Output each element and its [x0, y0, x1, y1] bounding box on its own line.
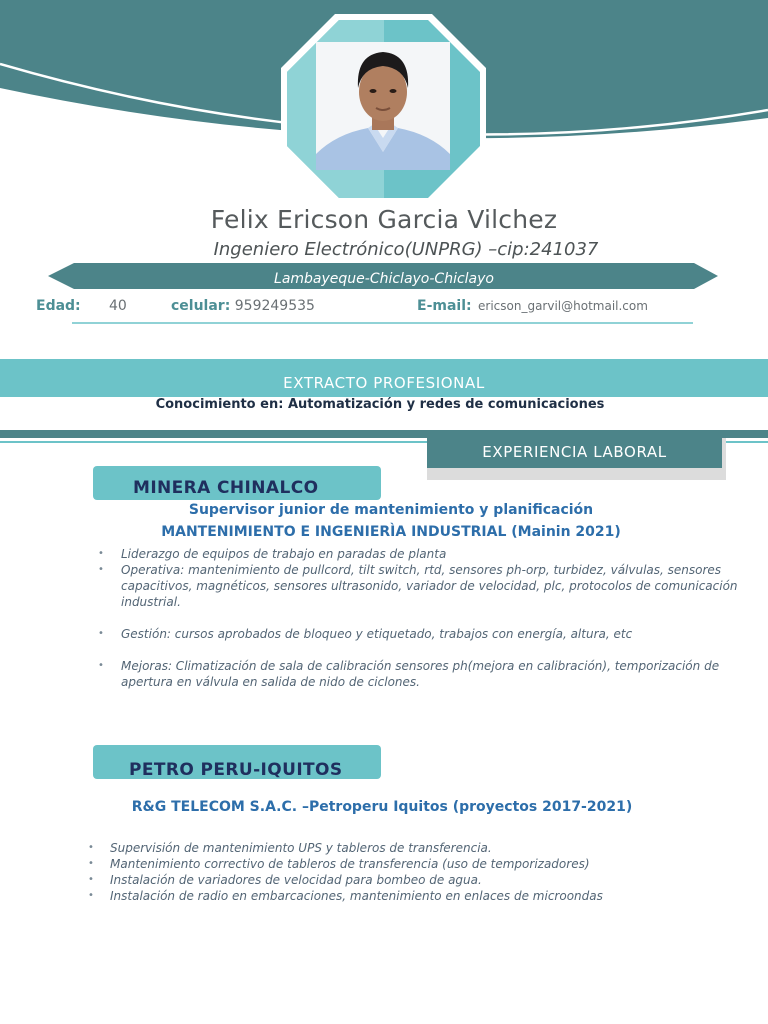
phone-value: 959249535: [234, 298, 315, 314]
list-item: • Liderazgo de equipos de trabajo en paradas de planta: [98, 547, 447, 561]
job-department: MANTENIMIENTO E INGENIERÌA INDUSTRIAL (Mainin 2021): [161, 524, 621, 540]
professional-title: Ingeniero Electrónico(UNPRG) –cip:241037: [213, 239, 599, 260]
email-value[interactable]: ericson_garvil@hotmail.com: [478, 299, 648, 313]
list-spacer: [98, 610, 738, 626]
phone-field: [171, 298, 315, 314]
location-text: Lambayeque-Chiclayo-Chiclayo: [274, 271, 494, 287]
list-item: • Instalación de radio en embarcaciones, mantenimiento en enlaces de microondas: [88, 889, 603, 903]
company-name: MINERA CHINALCO: [133, 478, 319, 498]
job-bullet-list: [98, 546, 738, 690]
job-bullet-list: [88, 840, 748, 904]
job-role: Supervisor junior de mantenimiento y planificación: [188, 502, 594, 518]
list-spacer: [98, 642, 738, 658]
job-role: R&G TELECOM S.A.C. –Petroperu Iquitos (proyectos 2017-2021): [131, 799, 633, 815]
age-label: Edad:: [36, 298, 81, 314]
avatar: [316, 42, 450, 170]
list-item: • Mejoras: Climatización de sala de calibración sensores ph(mejora en calibración), temporización de apertura en válvula en salida de nido de ciclones.: [98, 659, 720, 689]
profile-photo: [316, 42, 450, 170]
summary-text: Conocimiento en: Automatización y redes de comunicaciones: [155, 397, 605, 412]
company-badge: [93, 466, 381, 500]
list-item: • Supervisión de mantenimiento UPS y tableros de transferencia.: [88, 841, 492, 855]
list-item: • Mantenimiento correctivo de tableros de transferencia (uso de temporizadores): [88, 857, 590, 871]
list-item: • Instalación de variadores de velocidad para bombeo de agua.: [88, 873, 482, 887]
company-name: PETRO PERU-IQUITOS: [129, 760, 343, 780]
summary-heading: EXTRACTO PROFESIONAL: [283, 374, 485, 392]
company-badge: [93, 745, 381, 779]
list-item: • Gestión: cursos aprobados de bloqueo y etiquetado, trabajos con energía, altura, etc: [98, 627, 633, 641]
experience-heading: EXPERIENCIA LABORAL: [427, 432, 722, 468]
email-label: E-mail:: [417, 298, 472, 314]
phone-label: celular:: [171, 298, 231, 314]
full-name: Felix Ericson Garcia Vilchez: [210, 205, 558, 234]
list-item: • Operativa: mantenimiento de pullcord, tilt switch, rtd, sensores ph-orp, turbidez, válvulas, sensores capacitivos, magnéticos, sensores ultrasonido, variador de velocidad, plc, protocolos de comunicación industrial.: [98, 563, 738, 609]
age-value: 40: [109, 298, 127, 314]
